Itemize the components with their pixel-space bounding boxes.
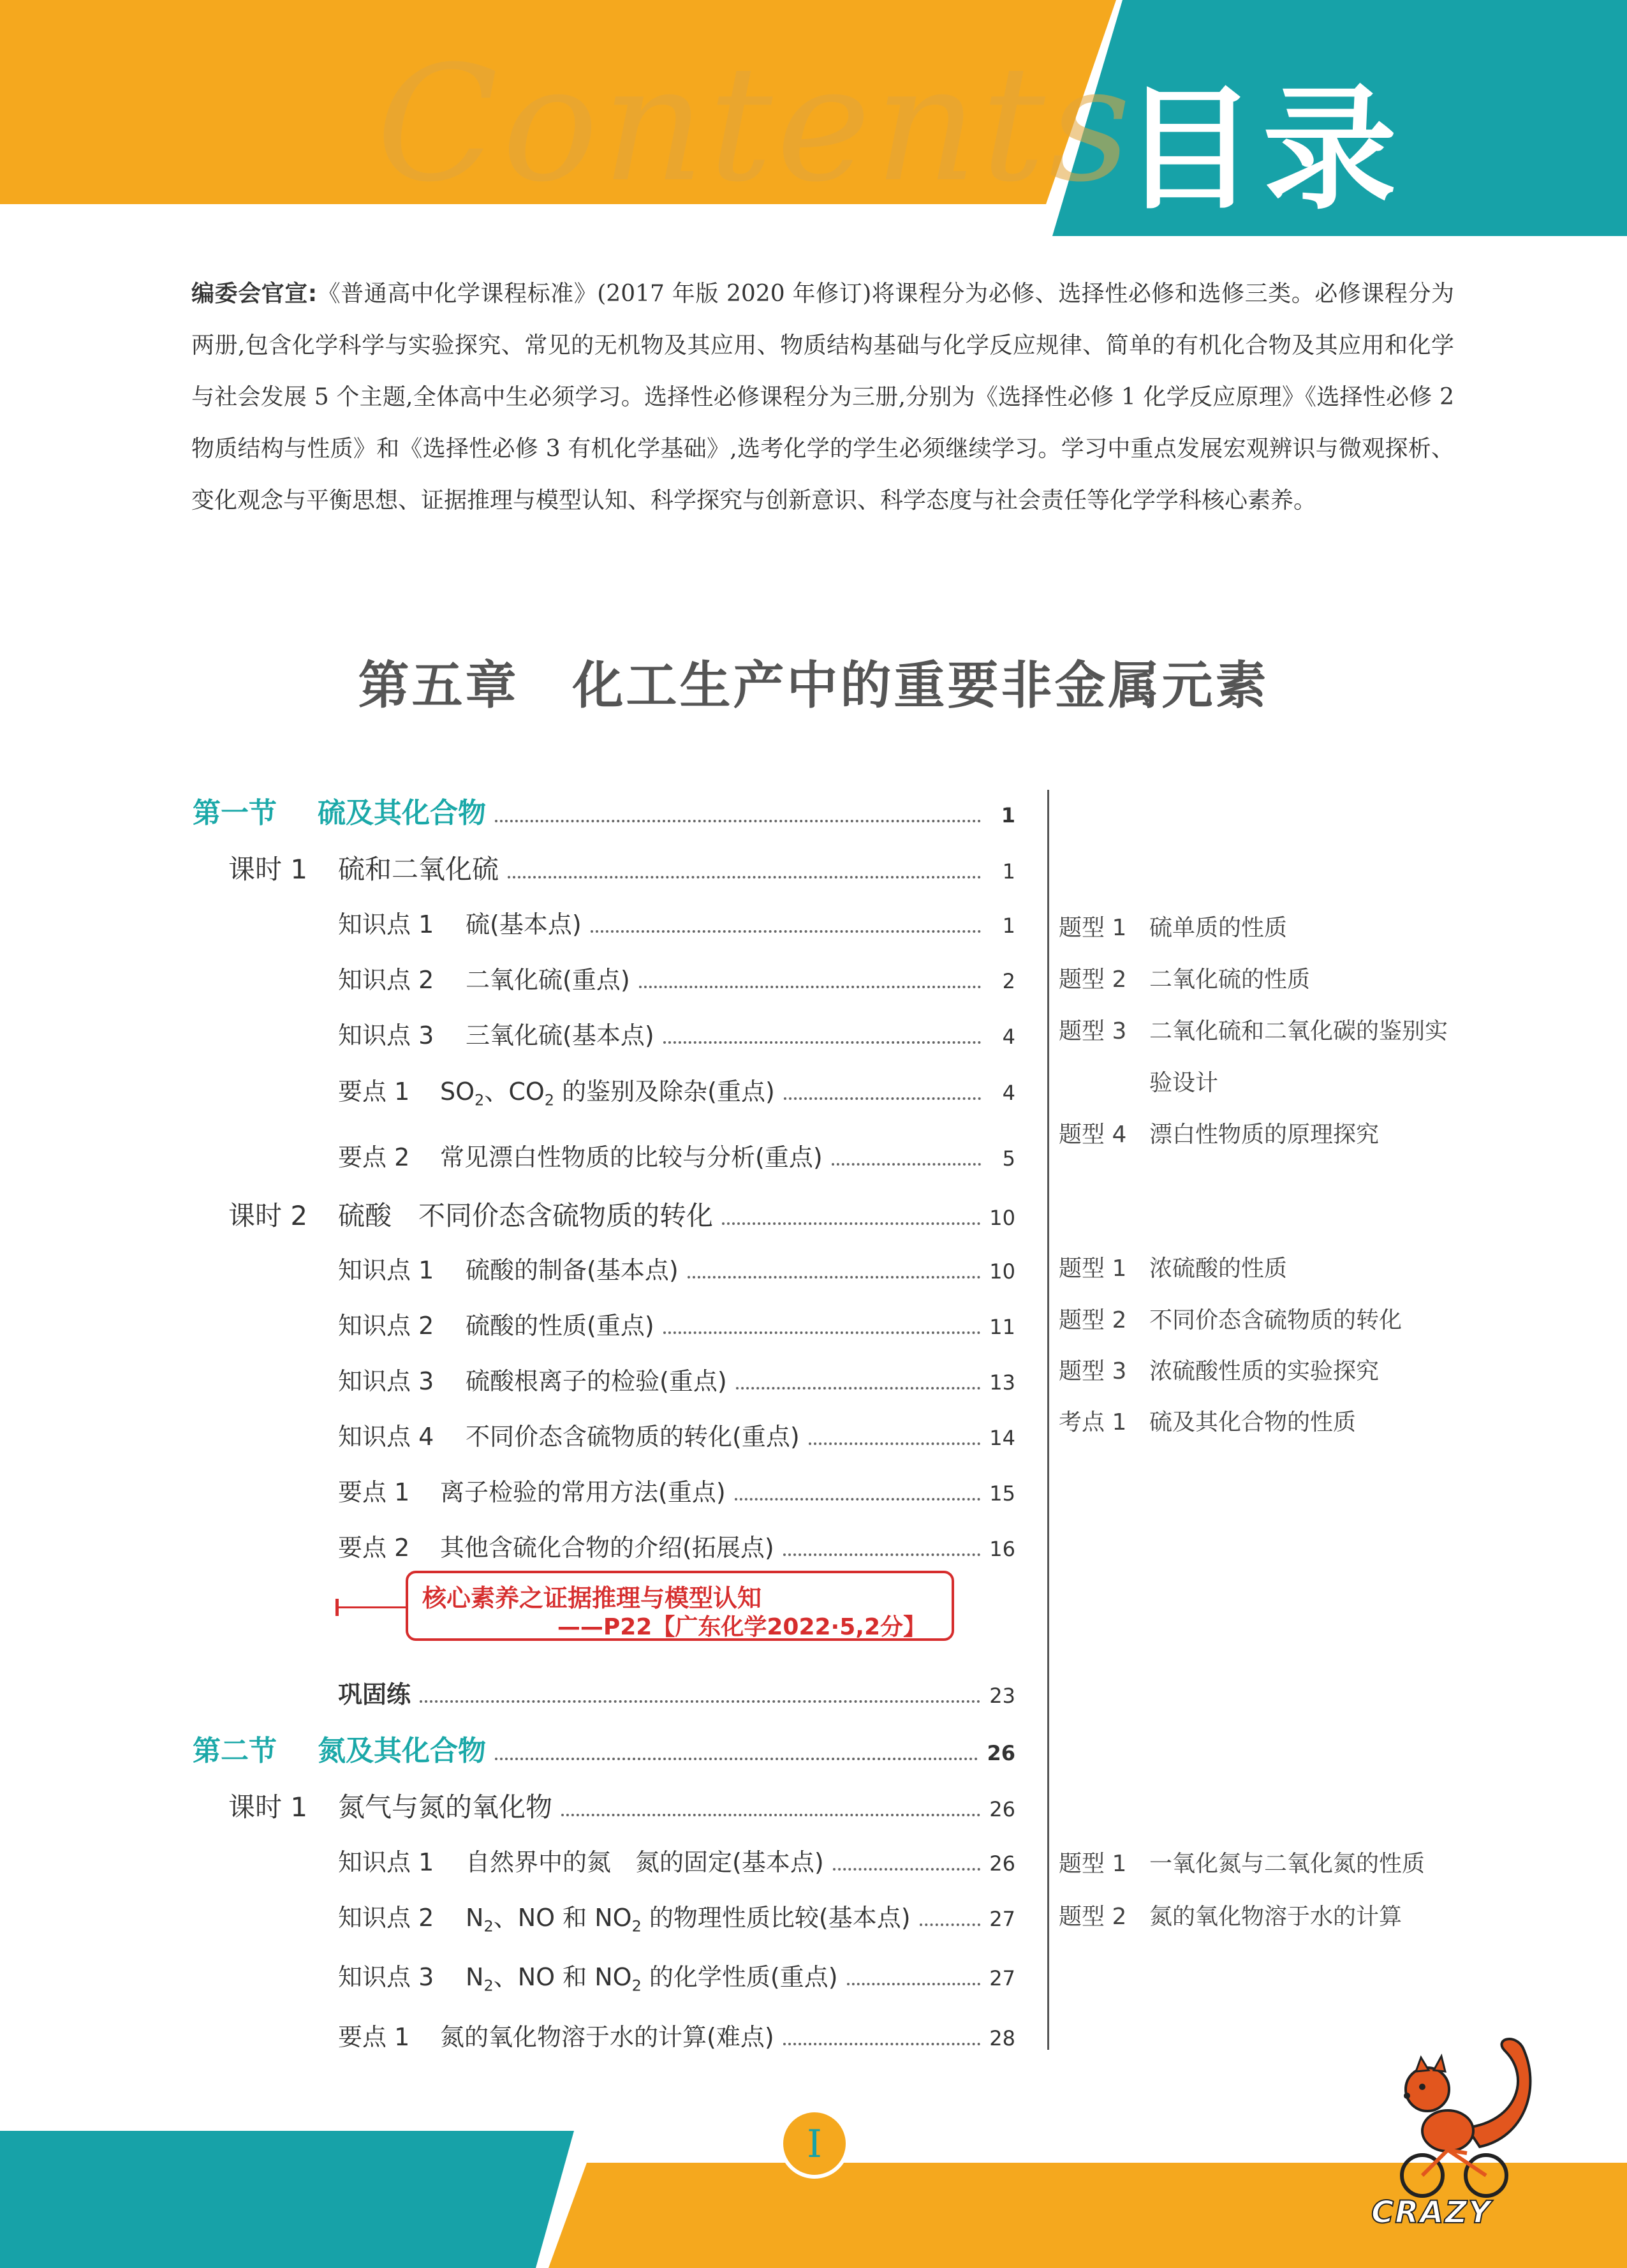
page-number-badge: I xyxy=(779,2109,850,2179)
page-number: 10 xyxy=(989,1259,1015,1284)
toc-item[interactable] xyxy=(338,1528,1015,1563)
leader-dots xyxy=(561,1814,980,1816)
item-label: 要点 2 xyxy=(338,1534,410,1562)
leader-dots xyxy=(832,1163,981,1166)
toc-item[interactable] xyxy=(338,1842,1015,1878)
question-type-continued: 验设计 xyxy=(1149,1070,1219,1096)
leader-dots xyxy=(847,1983,981,1985)
intro-lead: 编委会官宣: xyxy=(191,281,318,307)
leader-dots xyxy=(722,1222,980,1225)
leader-dots xyxy=(736,1387,981,1390)
item-label: 要点 1 xyxy=(338,1078,410,1106)
page-number: 16 xyxy=(989,1537,1015,1561)
section-label: 第二节 xyxy=(193,1735,277,1767)
page-number: 4 xyxy=(1002,1025,1015,1049)
page-number: 1 xyxy=(1002,859,1015,884)
item-label: 知识点 2 xyxy=(338,966,434,994)
item-label: 知识点 1 xyxy=(338,1256,434,1284)
core-literacy-callout[interactable] xyxy=(406,1571,954,1641)
leader-dots xyxy=(508,876,981,878)
toc-item[interactable] xyxy=(338,905,1015,940)
page-number: 1 xyxy=(1001,803,1015,827)
item-label: 知识点 4 xyxy=(338,1423,434,1451)
toc-item[interactable] xyxy=(338,1472,1015,1508)
item-title: 离子检验的常用方法(重点) xyxy=(440,1478,726,1506)
leader-dots xyxy=(663,1041,981,1044)
item-label: 知识点 1 xyxy=(338,1848,434,1876)
item-label: 要点 1 xyxy=(338,1478,410,1506)
toc-lesson-1-2[interactable] xyxy=(228,1195,1015,1233)
item-label: 知识点 3 xyxy=(338,1367,434,1395)
leader-dots xyxy=(495,1758,978,1760)
page-number: 15 xyxy=(989,1481,1015,1506)
toc-item[interactable] xyxy=(338,1417,1015,1452)
lesson-title: 氮气与氮的氧化物 xyxy=(338,1791,553,1823)
leader-dots xyxy=(920,1923,981,1926)
leader-dots xyxy=(639,986,981,988)
contents-watermark: Contents xyxy=(376,31,1135,217)
toc-item[interactable] xyxy=(338,1361,1015,1397)
item-label: 知识点 2 xyxy=(338,1904,434,1932)
page-title: 目录 xyxy=(1123,71,1404,228)
brand-logo: CRAZY xyxy=(1371,2195,1492,2230)
leader-dots xyxy=(783,1553,981,1556)
question-type[interactable]: 题型 3 二氧化硫和二氧化碳的鉴别实 xyxy=(1059,1018,1448,1044)
toc-item[interactable] xyxy=(338,1306,1015,1341)
item-title: $SO_2$、$CO_2$ 的鉴别及除杂(重点) xyxy=(440,1078,775,1109)
chapter-title: 第五章 化工生产中的重要非金属元素 xyxy=(358,655,1269,715)
item-title: $N_2$、NO 和 $NO_2$ 的物理性质比较(基本点) xyxy=(466,1904,911,1936)
toc-item[interactable] xyxy=(338,960,1015,995)
page-number: 26 xyxy=(989,1797,1015,1821)
item-title: 不同价态含硫物质的转化(重点) xyxy=(466,1423,800,1451)
toc-section-2[interactable] xyxy=(193,1728,1015,1768)
item-title: 氮的氧化物溶于水的计算(难点) xyxy=(440,2023,774,2051)
question-type[interactable]: 题型 1 硫单质的性质 xyxy=(1059,915,1288,941)
item-label: 知识点 3 xyxy=(338,1963,434,1991)
lesson-title: 硫和二氧化硫 xyxy=(338,854,499,885)
leader-dots xyxy=(663,1331,981,1334)
intro-body: 《普通高中化学课程标准》(2017 年版 2020 年修订)将课程分为必修、选择性必修和选修三类。必修课程分为两册,包含化学科学与实验探究、常见的无机物及其应用、物质结构基础与化学反应规律、简单的有机化合物及其应用和化学与社会发展 5 个主题,全体高中生必须学习。选择性必修课程分为三册,分别为《选择性必修 1 化学反应原理》《选择性必修 2 物质结构与性质》和《选择性必修 3 有机化学基础》,选考化学的学生必须继续学习。学习中重点发展宏观辨识与微观探析、变化观念与平衡思想、证据推理与模型认知、科学探究与创新意识、科学态度与社会责任等化学学科核心素养。 xyxy=(191,281,1454,514)
section-title: 硫及其化合物 xyxy=(318,797,486,829)
toc-review[interactable] xyxy=(338,1675,1015,1710)
toc-item[interactable] xyxy=(338,2017,1015,2052)
page-number: 13 xyxy=(989,1370,1015,1395)
page-number: 26 xyxy=(989,1851,1015,1876)
leader-dots xyxy=(420,1700,980,1703)
page-number: 2 xyxy=(1002,969,1015,993)
question-type[interactable]: 题型 2 二氧化硫的性质 xyxy=(1059,967,1311,993)
toc-divider xyxy=(1047,790,1049,2050)
leader-dots xyxy=(688,1276,981,1279)
question-type[interactable]: 题型 3 浓硫酸性质的实验探究 xyxy=(1059,1358,1380,1384)
toc-item[interactable] xyxy=(338,1138,1015,1173)
section-title: 氮及其化合物 xyxy=(318,1735,486,1767)
leader-dots xyxy=(784,1097,981,1100)
item-title: 二氧化硫(重点) xyxy=(466,966,630,994)
item-title: $N_2$、NO 和 $NO_2$ 的化学性质(重点) xyxy=(466,1963,838,1995)
page-number: 1 xyxy=(1002,914,1015,938)
page-number: 27 xyxy=(989,1907,1015,1931)
leader-dots xyxy=(783,2043,981,2045)
item-title: 自然界中的氮 氮的固定(基本点) xyxy=(466,1848,824,1876)
callout-title: 核心素养之证据推理与模型认知 xyxy=(422,1584,762,1612)
page-number: 27 xyxy=(989,1966,1015,1990)
exam-point[interactable]: 考点 1 硫及其化合物的性质 xyxy=(1059,1409,1357,1435)
item-title: 三氧化硫(基本点) xyxy=(466,1021,654,1049)
intro-paragraph xyxy=(191,268,1454,526)
page-number: 14 xyxy=(989,1426,1015,1450)
page-number: 23 xyxy=(989,1684,1015,1708)
leader-dots xyxy=(591,930,981,933)
page-number: 4 xyxy=(1002,1081,1015,1105)
item-title: 其他含硫化合物的介绍(拓展点) xyxy=(440,1534,774,1562)
leader-dots xyxy=(495,820,981,822)
toc-lesson-2-1[interactable] xyxy=(228,1786,1015,1825)
page-number: 26 xyxy=(987,1741,1015,1765)
toc-item[interactable] xyxy=(338,1898,1015,1936)
lesson-label: 课时 1 xyxy=(228,854,308,885)
item-title: 硫酸根离子的检验(重点) xyxy=(466,1367,727,1395)
item-label: 要点 2 xyxy=(338,1143,410,1171)
item-label: 知识点 2 xyxy=(338,1312,434,1340)
question-type[interactable]: 题型 2 不同价态含硫物质的转化 xyxy=(1059,1307,1402,1333)
item-title: 硫酸的制备(基本点) xyxy=(466,1256,679,1284)
item-title: 硫(基本点) xyxy=(466,910,582,938)
toc-section-1[interactable] xyxy=(193,790,1015,831)
item-title: 常见漂白性物质的比较与分析(重点) xyxy=(440,1143,823,1171)
item-label: 要点 1 xyxy=(338,2023,410,2051)
leader-dots xyxy=(809,1442,981,1445)
review-title: 巩固练 xyxy=(338,1680,411,1708)
section-label: 第一节 xyxy=(193,797,277,829)
question-type[interactable]: 题型 4 漂白性物质的原理探究 xyxy=(1059,1122,1380,1148)
toc-item[interactable] xyxy=(338,1250,1015,1286)
lesson-label: 课时 2 xyxy=(228,1200,308,1231)
question-type[interactable]: 题型 2 氮的氧化物溶于水的计算 xyxy=(1059,1904,1402,1930)
toc-item[interactable] xyxy=(338,1957,1015,1995)
page-number: 11 xyxy=(989,1315,1015,1339)
page-number: 5 xyxy=(1002,1146,1015,1171)
squirrel-mascot-icon xyxy=(1371,2026,1537,2211)
toc-lesson-1-1[interactable] xyxy=(228,849,1015,887)
item-label: 知识点 1 xyxy=(338,910,434,938)
lesson-label: 课时 1 xyxy=(228,1791,308,1823)
page-number: 28 xyxy=(989,2026,1015,2050)
toc-item[interactable] xyxy=(338,1016,1015,1051)
question-type[interactable]: 题型 1 浓硫酸的性质 xyxy=(1059,1256,1288,1282)
leader-dots xyxy=(833,1868,981,1871)
question-type[interactable]: 题型 1 一氧化氮与二氧化氮的性质 xyxy=(1059,1851,1425,1877)
item-title: 硫酸的性质(重点) xyxy=(466,1312,654,1340)
callout-reference: ——P22【广东化学2022·5,2分】 xyxy=(557,1614,926,1640)
leader-dots xyxy=(735,1498,981,1501)
lesson-title: 硫酸 不同价态含硫物质的转化 xyxy=(338,1200,714,1231)
toc-item[interactable] xyxy=(338,1072,1015,1109)
callout-connector xyxy=(337,1606,408,1608)
page-number: 10 xyxy=(989,1206,1015,1230)
item-label: 知识点 3 xyxy=(338,1021,434,1049)
